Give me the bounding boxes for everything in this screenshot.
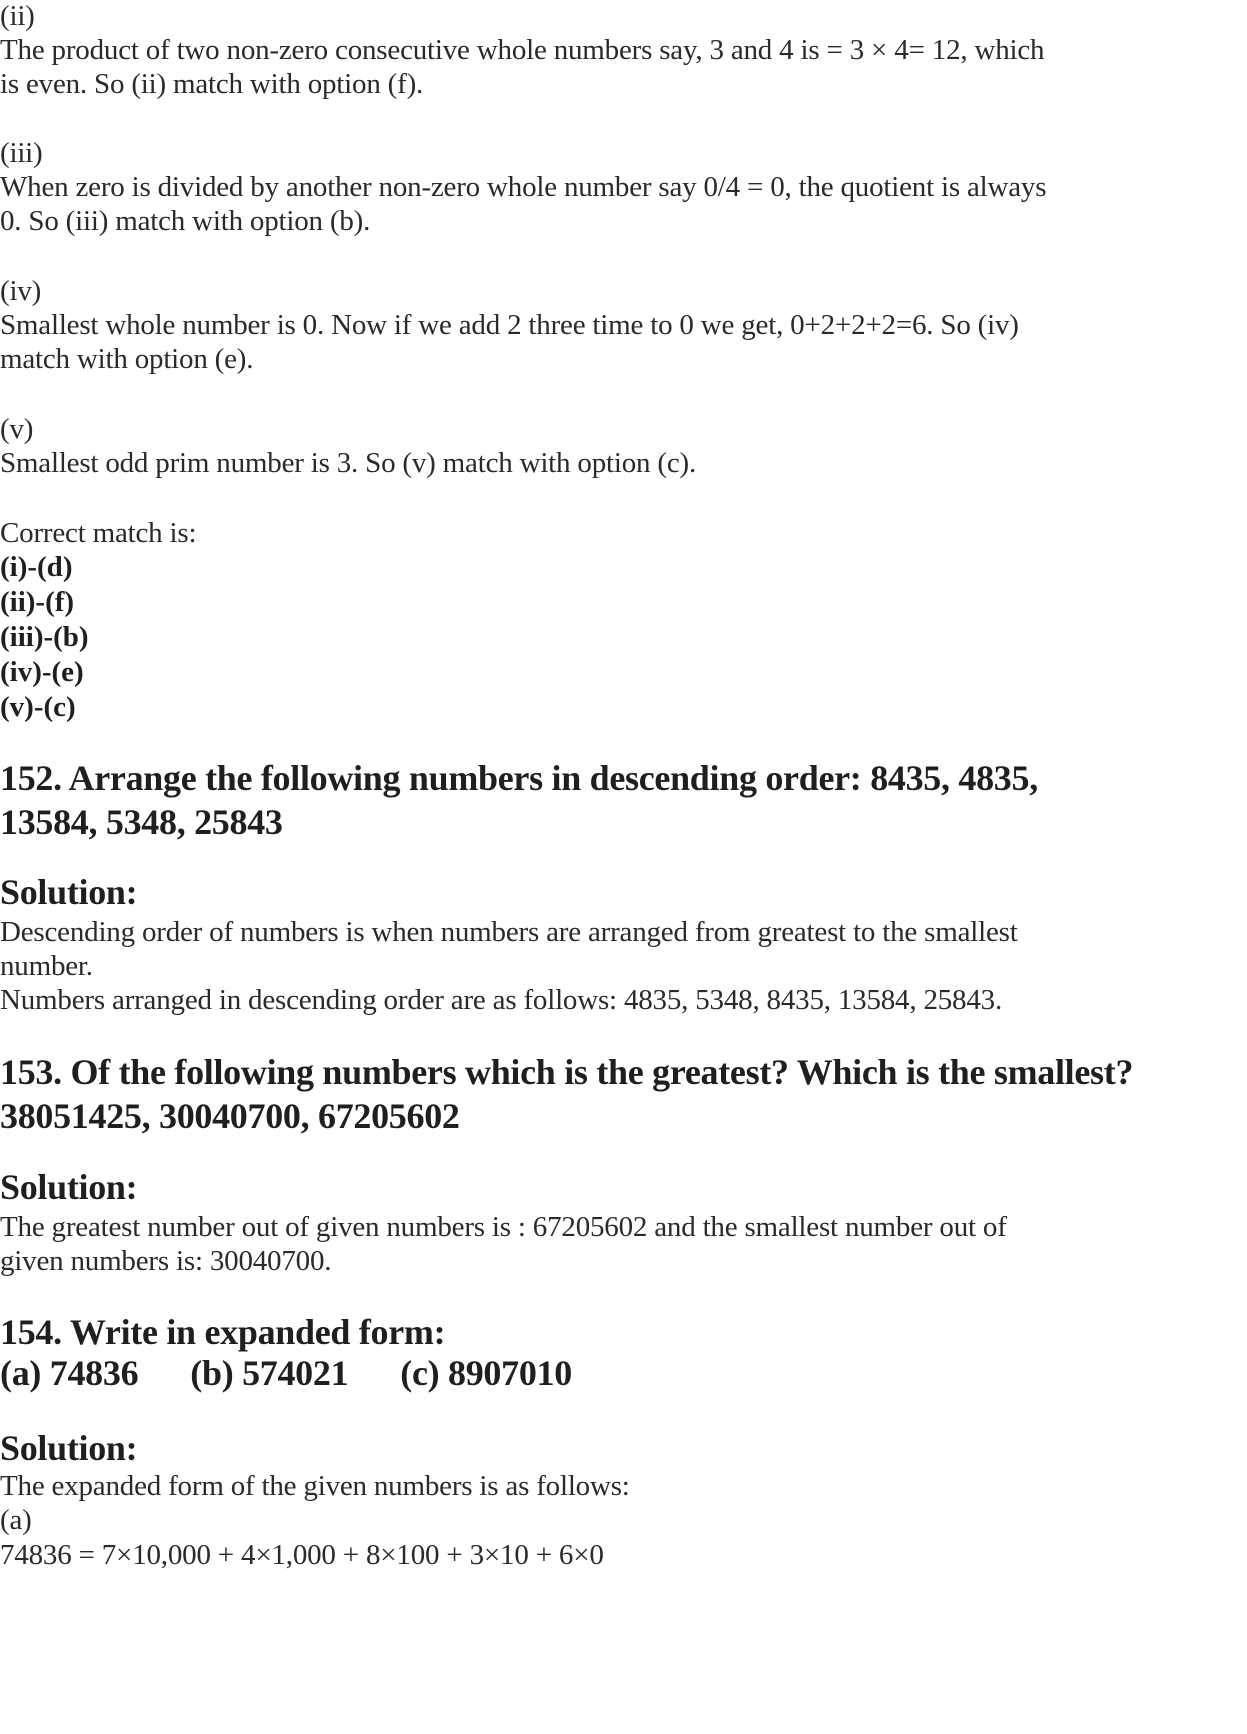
part-ii-text-line1: The product of two non-zero consecutive whole numbers say, 3 and 4 is = 3 × 4= 12, which <box>0 34 1045 66</box>
question-154-title: 154. Write in expanded form: <box>0 1312 446 1352</box>
question-152-solution-line2: number. <box>0 950 93 982</box>
question-152-solution-label: Solution: <box>0 872 138 912</box>
match-pair-i: (i)-(d) <box>0 551 73 583</box>
part-iii-text-line2: 0. So (iii) match with option (b). <box>0 205 371 237</box>
part-iv-text-line1: Smallest whole number is 0. Now if we add 2 three time to 0 we get, 0+2+2+2=6. So (iv) <box>0 309 1019 341</box>
part-iv-label: (iv) <box>0 275 42 307</box>
match-pair-v: (v)-(c) <box>0 691 76 723</box>
part-iii-label: (iii) <box>0 137 43 169</box>
match-pair-ii: (ii)-(f) <box>0 586 75 618</box>
part-ii-text-line2: is even. So (ii) match with option (f). <box>0 68 424 100</box>
question-154-solution-line1: The expanded form of the given numbers is as follows: <box>0 1470 630 1502</box>
question-154-solution-label: Solution: <box>0 1428 138 1468</box>
part-iv-text-line2: match with option (e). <box>0 343 254 375</box>
part-v-text-line1: Smallest odd prim number is 3. So (v) match with option (c). <box>0 447 696 479</box>
question-153-title-line2: 38051425, 30040700, 67205602 <box>0 1096 460 1136</box>
question-152-title-line1: 152. Arrange the following numbers in descending order: 8435, 4835, <box>0 758 1038 798</box>
question-154-part-a-expansion: 74836 = 7×10,000 + 4×1,000 + 8×100 + 3×10 + 6×0 <box>0 1539 604 1571</box>
question-153-solution-line1: The greatest number out of given numbers is : 67205602 and the smallest number out of <box>0 1211 1007 1243</box>
question-153-solution-label: Solution: <box>0 1167 138 1207</box>
question-153-title-line1: 153. Of the following numbers which is the greatest? Which is the smallest? <box>0 1052 1134 1092</box>
question-154-options <box>0 1351 572 1395</box>
question-154-option-c: (c) 8907010 <box>400 1353 572 1393</box>
question-152-solution-line3: Numbers arranged in descending order are as follows: 4835, 5348, 8435, 13584, 25843. <box>0 984 1003 1016</box>
question-153-solution-line2: given numbers is: 30040700. <box>0 1245 332 1277</box>
question-152-solution-line1: Descending order of numbers is when numbers are arranged from greatest to the smallest <box>0 916 1018 948</box>
question-154-part-a-label: (a) <box>0 1504 32 1536</box>
question-152-title-line2: 13584, 5348, 25843 <box>0 802 283 842</box>
match-pair-iv: (iv)-(e) <box>0 656 84 688</box>
match-pair-iii: (iii)-(b) <box>0 621 89 653</box>
correct-match-intro: Correct match is: <box>0 517 197 549</box>
question-154-option-a: (a) 74836 <box>0 1353 139 1393</box>
question-154-option-b: (b) 574021 <box>190 1353 349 1393</box>
part-ii-label: (ii) <box>0 0 35 32</box>
part-iii-text-line1: When zero is divided by another non-zero whole number say 0/4 = 0, the quotient is always <box>0 171 1047 203</box>
part-v-label: (v) <box>0 413 34 445</box>
